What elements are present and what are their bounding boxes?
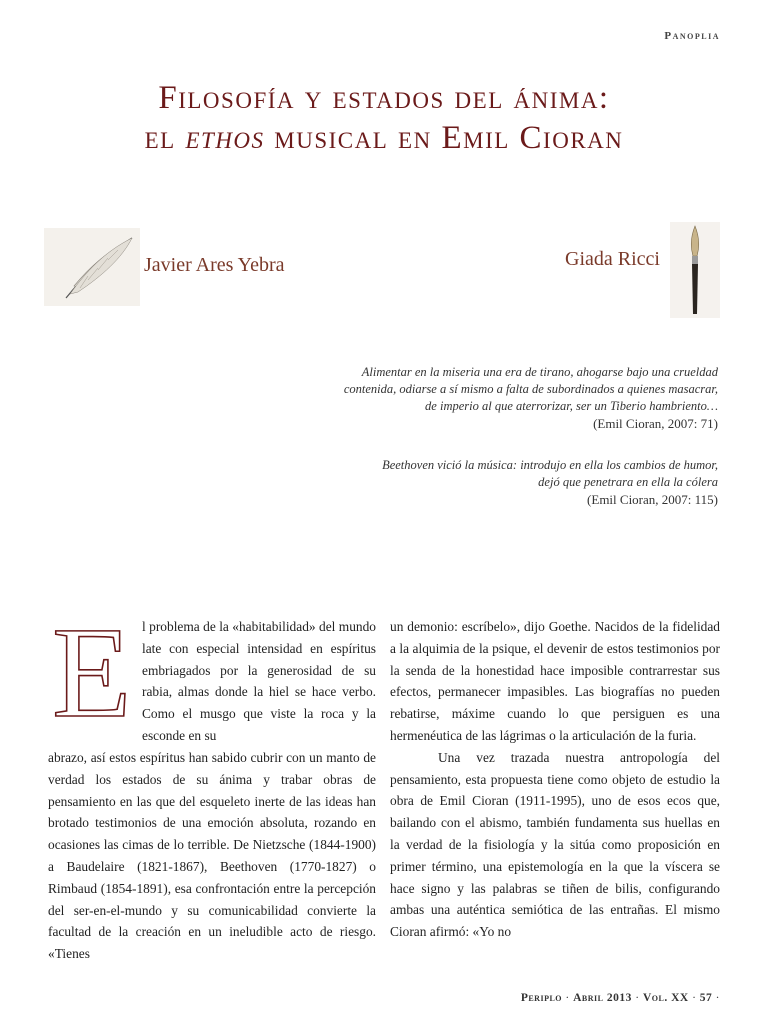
author-name-left: Javier Ares Yebra bbox=[144, 254, 285, 276]
body-column-right bbox=[390, 616, 720, 943]
title-line-2-suffix: musical en Emil Cioran bbox=[264, 120, 624, 156]
author-block-left bbox=[44, 228, 312, 306]
feather-icon bbox=[44, 228, 140, 306]
body-paragraph-intro: l problema de la «habitabilidad» del mundo late con especial intensidad en espíritus embriagados por la generosidad de su rabia, almas donde la hiel se hace verbo. Como el musgo que viste la roca y la esconde en su bbox=[142, 619, 376, 743]
body-column-left bbox=[48, 747, 376, 965]
epigraph-2-text: Beethoven vició la música: introdujo en ella los cambios de humor, dejó que penetrara en ella la cólera bbox=[382, 458, 718, 489]
title-line-2-emphasis: ethos bbox=[185, 120, 265, 156]
dropcap bbox=[50, 612, 130, 724]
title-line-1: Filosofía y estados del ánima: bbox=[158, 80, 610, 116]
dropcap-letter: E bbox=[52, 612, 130, 724]
footer-volume: Vol. XX bbox=[642, 992, 689, 1004]
body-column-left-top bbox=[142, 616, 376, 747]
epigraph-1 bbox=[338, 364, 718, 432]
brush-icon bbox=[670, 222, 720, 318]
author-block-right bbox=[520, 222, 720, 318]
epigraph-1-text: Alimentar en la miseria una era de tirano, ahogarse bajo una crueldad contenida, odiarse a sí mismo a falta de subordinados a quienes masacrar, de imperio al que aterrorizar, ser un Tiberio hambriento… bbox=[343, 365, 718, 413]
footer-journal: Periplo bbox=[520, 992, 563, 1004]
body-paragraph-right-2: Una vez trazada nuestra antropología del pensamiento, esta propuesta tiene como objeto de estudio la obra de Emil Cioran (1911-1995), uno de esos ecos que, bailando con el abismo, también fundamenta sus huellas en la verdad de la fisiología y la sitúa como proposición en primer término, una epistemología en la que la víscera se hace signo y las palabras se tiñen de bilis, configurando ambas una auténtica semiótica de las entrañas. El mismo Cioran afirmó: «Yo no bbox=[390, 749, 720, 940]
body-paragraph-left: abrazo, así estos espíritus han sabido cubrir con un manto de verdad los estados de su ánima y trabar obras de pensamiento en las que del esqueleto inerte de las ideas han brotado testimonios de una emoción absoluta, rozando en ocasiones las cimas de lo terrible. De Nietzsche (1844-1900) a Baudelaire (1821-1867), Beethoven (1770-1827) o Rimbaud (1854-1891), esa confrontación entre la percepción del ser-en-el-mundo y su comunicabilidad convierte la facultad de la creación en un ineludible acto de riesgo. «Tienes bbox=[48, 750, 376, 962]
footer-issue: Abril 2013 bbox=[573, 992, 632, 1004]
epigraph-2 bbox=[378, 457, 718, 508]
footer-page: 57 bbox=[699, 992, 713, 1004]
title-line-2-prefix: el bbox=[144, 120, 186, 156]
epigraph-1-cite: (Emil Cioran, 2007: 71) bbox=[593, 416, 718, 431]
section-tag: Panoplia bbox=[664, 30, 720, 42]
body-paragraph-right-1: un demonio: escríbelo», dijo Goethe. Nacidos de la fidelidad a la alquimia de la psique, el devenir de estos testimonios por la senda de la honestidad hace imposible contrarrestar sus efectos, permanecer impasibles. Las biografías no pueden rebatirse, máxime cuando lo que persiguen es una hermenéutica de las lágrimas o la articulación de la furia. bbox=[390, 619, 720, 743]
page-footer: Periplo · Abril 2013 · Vol. XX · 57 · bbox=[520, 992, 720, 1004]
article-title bbox=[0, 78, 768, 158]
epigraph-2-cite: (Emil Cioran, 2007: 115) bbox=[587, 492, 718, 507]
author-name-right: Giada Ricci bbox=[565, 248, 660, 270]
